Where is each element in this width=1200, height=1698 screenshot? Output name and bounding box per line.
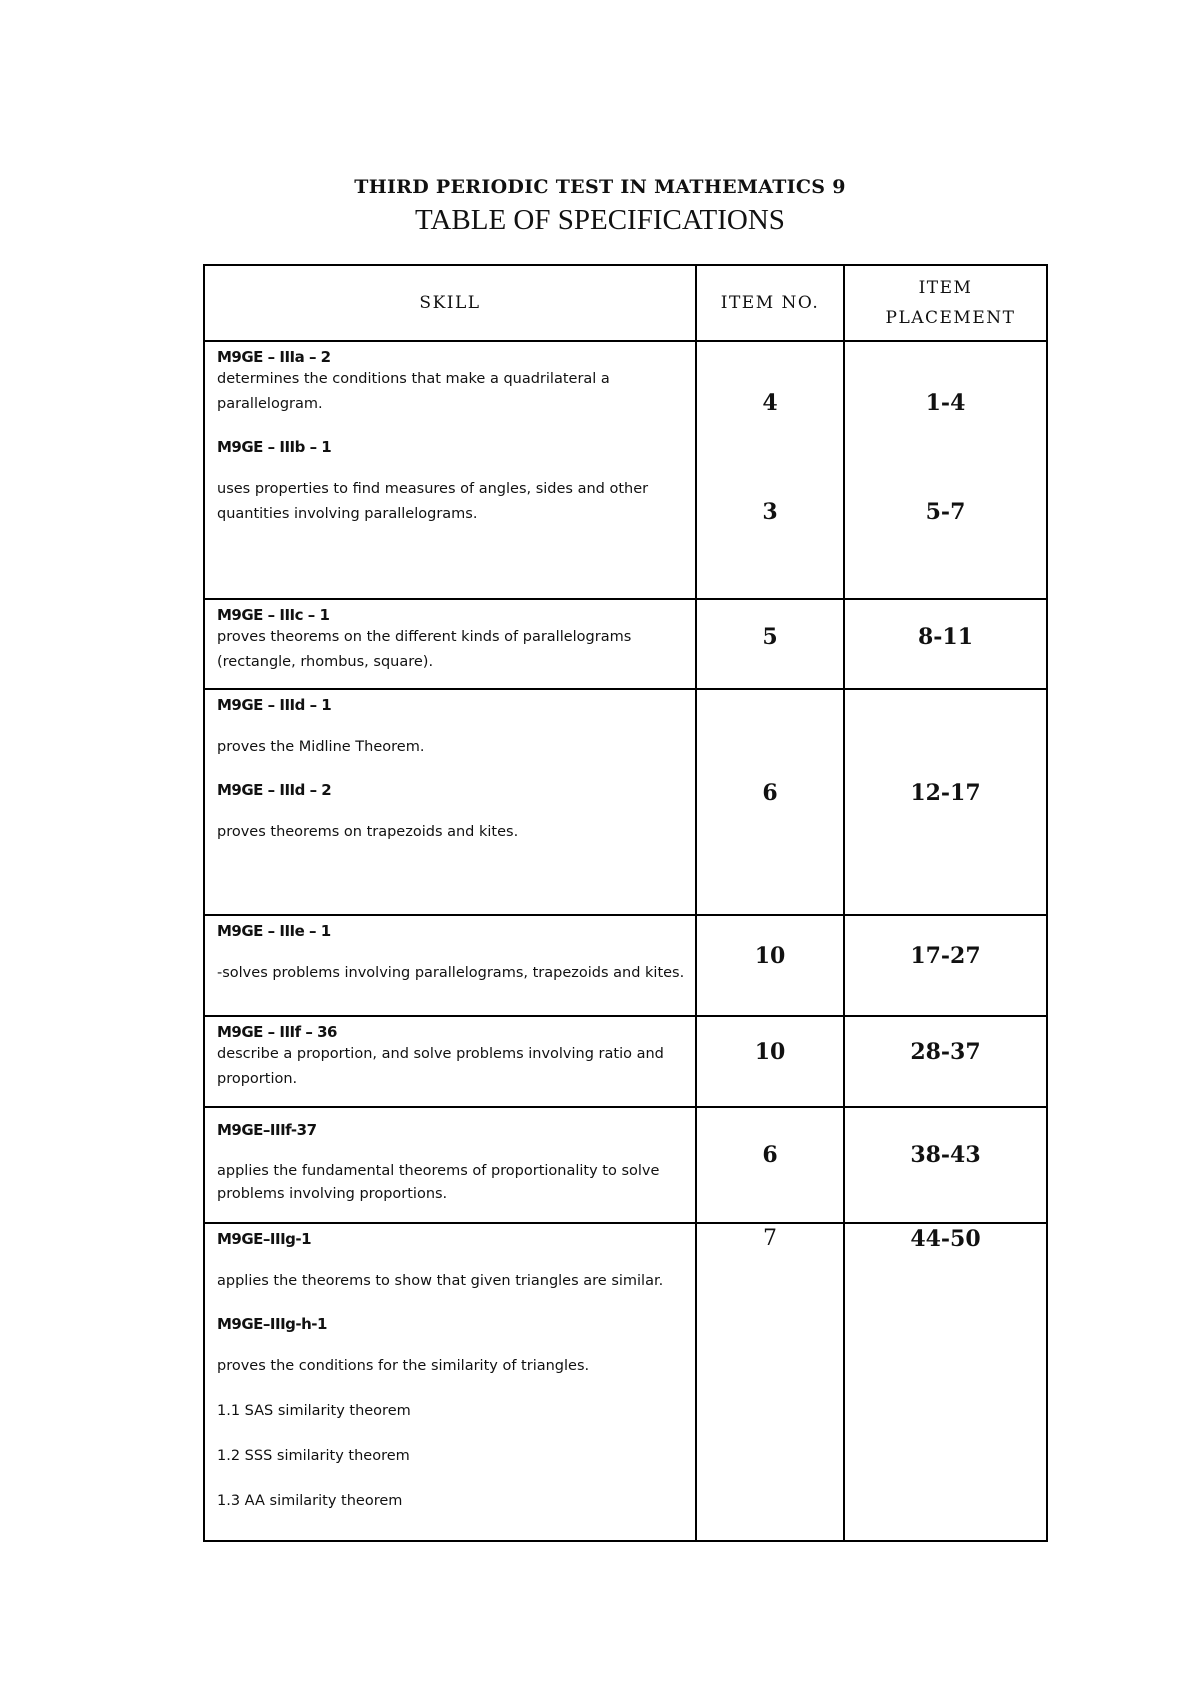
- skill-cell: [204, 1107, 696, 1223]
- item-placement-cell: [844, 341, 1047, 599]
- document-subtitle: TABLE OF SPECIFICATIONS: [415, 204, 785, 236]
- competency-code: M9GE – IIIe – 1: [217, 922, 331, 940]
- competency-description: proves the conditions for the similarity of triangles.: [217, 1358, 590, 1374]
- item-no-value: 3: [762, 499, 778, 525]
- skill-cell: [204, 1223, 696, 1541]
- item-no-cell: [696, 1107, 844, 1223]
- competency-code: M9GE–IIIg-h-1: [217, 1315, 327, 1333]
- competency-description: applies the theorems to show that given triangles are similar.: [217, 1273, 664, 1289]
- sub-item: 1.2 SSS similarity theorem: [217, 1448, 410, 1464]
- header-item-placement-text: ITEM PLACEMENT: [885, 278, 1016, 328]
- header-skill: SKILL: [204, 265, 696, 341]
- competency-description: proves theorems on the different kinds of parallelograms (rectangle, rhombus, square).: [217, 629, 632, 670]
- item-placement-value: 1-4: [925, 390, 966, 416]
- item-no-value: 4: [762, 390, 778, 416]
- competency-description: proves theorems on trapezoids and kites.: [217, 824, 519, 840]
- competency-description: uses properties to find measures of angles, sides and other quantities involving parallelograms.: [217, 481, 649, 522]
- competency-description: applies the fundamental theorems of proportionality to solve problems involving proportions.: [217, 1163, 660, 1202]
- header-item-placement: [844, 265, 1047, 341]
- item-placement-value: 17-27: [910, 943, 981, 969]
- item-placement-cell: [844, 1223, 1047, 1541]
- item-placement-cell: [844, 1016, 1047, 1107]
- item-no-cell: [696, 915, 844, 1016]
- competency-code: M9GE – IIIc – 1: [217, 606, 330, 624]
- competency-description: describe a proportion, and solve problems involving ratio and proportion.: [217, 1046, 664, 1087]
- item-no-value: 6: [762, 780, 778, 806]
- document-title: THIRD PERIODIC TEST IN MATHEMATICS 9: [354, 176, 846, 198]
- sub-item: 1.1 SAS similarity theorem: [217, 1403, 411, 1419]
- skill-cell: [204, 915, 696, 1016]
- table-row: [204, 1223, 1047, 1541]
- item-no-cell: [696, 599, 844, 689]
- competency-code: M9GE–IIIf-37: [217, 1121, 317, 1139]
- item-no-value: 6: [762, 1142, 778, 1168]
- table-row: [204, 1016, 1047, 1107]
- item-no-cell: [696, 1016, 844, 1107]
- competency-description: -solves problems involving parallelograms, trapezoids and kites.: [217, 965, 685, 981]
- table-row: [204, 915, 1047, 1016]
- item-no-value: 7: [763, 1226, 777, 1251]
- item-no-cell: [696, 1223, 844, 1541]
- skill-cell: [204, 599, 696, 689]
- item-placement-value: 5-7: [925, 499, 966, 525]
- item-placement-cell: [844, 1107, 1047, 1223]
- item-no-value: 5: [762, 624, 778, 650]
- item-placement-value: 28-37: [910, 1039, 981, 1065]
- table-row: [204, 341, 1047, 599]
- competency-code: M9GE – IIIf – 36: [217, 1023, 337, 1041]
- item-placement-value: 8-11: [917, 624, 974, 650]
- competency-code: M9GE – IIId – 1: [217, 696, 332, 714]
- competency-description: determines the conditions that make a quadrilateral a parallelogram.: [217, 371, 610, 412]
- competency-code: M9GE – IIIa – 2: [217, 348, 331, 366]
- table-row: [204, 599, 1047, 689]
- competency-code: M9GE – IIId – 2: [217, 781, 332, 799]
- table-header-row: [204, 265, 1047, 341]
- specifications-table: [203, 264, 1048, 1542]
- table-row: [204, 1107, 1047, 1223]
- competency-code: M9GE–IIIg-1: [217, 1230, 312, 1248]
- item-placement-value: 44-50: [910, 1226, 981, 1252]
- item-no-cell: [696, 341, 844, 599]
- competency-description: proves the Midline Theorem.: [217, 739, 425, 755]
- table-row: [204, 689, 1047, 915]
- sub-item: 1.3 AA similarity theorem: [217, 1493, 403, 1509]
- item-placement-cell: [844, 915, 1047, 1016]
- item-no-value: 10: [754, 1039, 786, 1065]
- item-no-cell: [696, 689, 844, 915]
- skill-cell: [204, 689, 696, 915]
- item-no-value: 10: [754, 943, 786, 969]
- competency-code: M9GE – IIIb – 1: [217, 438, 332, 456]
- skill-cell: [204, 1016, 696, 1107]
- item-placement-value: 12-17: [910, 780, 981, 806]
- skill-cell: [204, 341, 696, 599]
- item-placement-cell: [844, 689, 1047, 915]
- item-placement-value: 38-43: [910, 1142, 981, 1168]
- item-placement-cell: [844, 599, 1047, 689]
- header-item-no: ITEM NO.: [696, 265, 844, 341]
